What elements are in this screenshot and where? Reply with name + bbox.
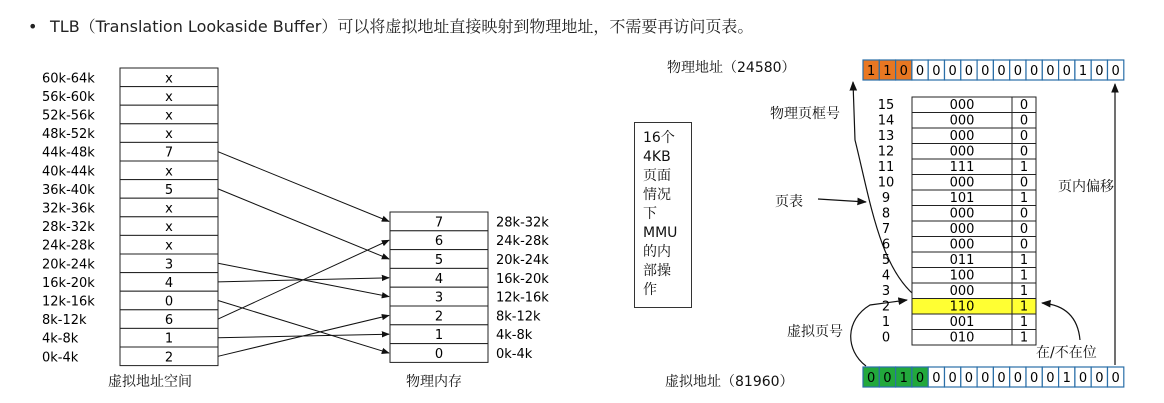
virtual-range-label: 36k-40k (42, 182, 95, 198)
virtual-page-value: 5 (164, 182, 174, 198)
virtual-page-value: 7 (164, 145, 174, 161)
physical-address-bit-value: 1 (1078, 64, 1088, 79)
page-table-index: 8 (881, 206, 891, 222)
virtual-address-bit-value: 0 (964, 371, 974, 386)
virtual-range-label: 0k-4k (42, 350, 79, 366)
physical-address-bit-value: 0 (981, 64, 990, 79)
page-table-frame-value: 111 (949, 160, 975, 175)
page-table-present-value: 0 (1019, 237, 1029, 253)
physical-range-label: 20k-24k (496, 253, 549, 268)
physical-range-label: 12k-16k (496, 290, 549, 306)
virtual-page-arrow (851, 300, 907, 366)
virtual-range-label: 16k-20k (42, 275, 95, 291)
virtual-address-bit-value: 0 (997, 371, 1006, 386)
physical-frame-value: 1 (434, 328, 444, 344)
virtual-range-label: 20k-24k (42, 257, 95, 273)
virtual-address-bit-value: 0 (1078, 371, 1088, 386)
page-table-frame-value: 000 (949, 98, 975, 113)
physical-memory-caption: 物理内存 (406, 374, 462, 390)
page-table-index: 2 (881, 299, 891, 315)
page-table-index: 5 (881, 253, 891, 268)
page-table-frame-value: 000 (949, 144, 975, 160)
page-table-frame-value: 000 (949, 284, 975, 299)
virtual-address-bit-value: 0 (981, 371, 990, 386)
virtual-address-bit-value: 0 (932, 371, 941, 386)
page-table-index: 3 (881, 284, 891, 299)
physical-range-label: 24k-28k (496, 234, 549, 250)
physical-range-label: 16k-20k (496, 271, 549, 287)
virtual-space-caption: 虚拟地址空间 (108, 374, 192, 390)
page-table-index: 9 (881, 191, 891, 206)
page-table-label: 页表 (775, 194, 803, 210)
note-line: 16个 (643, 130, 675, 146)
note-line: 4KB (643, 149, 671, 165)
physical-address-bit-value: 0 (1062, 64, 1071, 79)
virtual-page-value: x (165, 201, 173, 217)
virtual-address-bit-value: 0 (1013, 371, 1022, 386)
virtual-range-label: 24k-28k (42, 238, 95, 254)
physical-address-bit-value: 0 (1030, 64, 1039, 79)
page-table-frame-value: 000 (949, 175, 975, 191)
physical-address-bit-value: 0 (1013, 64, 1022, 79)
virtual-page-value: x (165, 127, 173, 143)
physical-frame-value: 5 (434, 253, 444, 268)
virtual-address-bit-value: 0 (883, 371, 892, 386)
virtual-address-bit-value: 0 (1046, 371, 1055, 386)
virtual-range-label: 4k-8k (42, 331, 79, 347)
page-table-frame-value: 000 (949, 237, 975, 253)
physical-address-bit-value: 0 (997, 64, 1006, 79)
physical-address-bit-value: 0 (964, 64, 974, 79)
virtual-address-bit-value: 1 (1062, 371, 1071, 386)
page-table-index: 0 (881, 330, 891, 346)
virtual-range-label: 40k-44k (42, 164, 95, 180)
physical-frame-value: 6 (434, 234, 444, 250)
virtual-page-label: 虚拟页号 (787, 324, 843, 340)
page-table-index: 13 (877, 129, 895, 144)
physical-address-bit-value: 0 (1046, 64, 1055, 79)
note-line: 部操 (643, 263, 671, 279)
page-table-present-value: 1 (1019, 315, 1029, 330)
virtual-address-bit-value: 0 (1030, 371, 1039, 386)
page-table-index: 6 (881, 237, 891, 253)
note-line: 情况 (643, 187, 671, 203)
page-title: • TLB（Translation Lookaside Buffer）可以将虚拟地址直接映射到物理地址，不需要再访问页表。 (28, 17, 754, 36)
virtual-page-value: 4 (164, 275, 174, 291)
virtual-range-label: 12k-16k (42, 294, 95, 310)
note-line: 页面 (643, 168, 671, 184)
mapping-arrow (218, 315, 389, 356)
offset-label: 页内偏移 (1058, 179, 1114, 195)
page-table-present-value: 0 (1019, 222, 1029, 237)
virtual-range-label: 60k-64k (42, 71, 95, 87)
physical-frame-value: 0 (434, 347, 444, 362)
physical-range-label: 4k-8k (496, 328, 533, 344)
virtual-page-value: 1 (164, 331, 174, 347)
page-table-present-value: 1 (1019, 330, 1029, 346)
virtual-range-label: 56k-60k (42, 89, 95, 105)
page-table-frame-value: 000 (949, 113, 975, 129)
page-table-frame-value: 001 (949, 315, 975, 330)
page-table-frame-value: 110 (949, 299, 975, 315)
page-table-frame-value: 101 (949, 191, 975, 206)
physical-address-bit-value: 1 (883, 64, 892, 79)
page-table-present-value: 0 (1019, 175, 1029, 191)
mapping-arrow (218, 301, 389, 354)
page-table-index: 15 (877, 98, 895, 113)
page-table-frame-value: 010 (949, 330, 975, 346)
virtual-address-bit-value: 0 (948, 371, 957, 386)
page-table-present-value: 0 (1019, 129, 1029, 144)
virtual-range-label: 48k-52k (42, 127, 95, 143)
note-line: 作 (643, 282, 657, 298)
mapping-arrow (218, 152, 389, 222)
physical-range-label: 0k-4k (496, 347, 533, 362)
virtual-page-value: 6 (164, 313, 174, 329)
page-table-present-value: 0 (1019, 113, 1029, 129)
physical-address-label: 物理地址（24580） (667, 60, 796, 76)
virtual-page-value: 3 (164, 257, 174, 273)
virtual-page-value: 2 (164, 350, 174, 366)
physical-frame-value: 4 (434, 271, 444, 287)
present-bit-arrow (1042, 303, 1080, 340)
page-table-index: 7 (881, 222, 891, 237)
physical-frame-value: 3 (434, 290, 444, 306)
physical-address-bit-value: 1 (867, 64, 876, 79)
page-table-present-value: 1 (1019, 160, 1029, 175)
physical-frame-value: 7 (434, 215, 444, 231)
page-table-arrow (818, 199, 866, 202)
page-table-index: 1 (881, 315, 891, 330)
page-table-index: 4 (881, 268, 891, 284)
physical-frame-value: 2 (434, 309, 444, 325)
page-table-index: 14 (877, 113, 895, 129)
physical-range-label: 28k-32k (496, 215, 549, 231)
page-table-present-value: 1 (1019, 284, 1029, 299)
page-table-frame-value: 100 (949, 268, 975, 284)
page-table-frame-value: 000 (949, 129, 975, 144)
physical-address-bit-value: 0 (1095, 64, 1104, 79)
mapping-arrow (218, 240, 389, 319)
virtual-range-label: 28k-32k (42, 220, 95, 236)
page-table-present-value: 1 (1019, 191, 1029, 206)
virtual-range-label: 32k-36k (42, 201, 95, 217)
virtual-page-value: x (165, 164, 173, 180)
page-table-index: 12 (877, 144, 895, 160)
virtual-address-bit-value: 0 (1111, 371, 1120, 386)
virtual-range-label: 52k-56k (42, 108, 95, 124)
physical-address-bit-value: 0 (1111, 64, 1120, 79)
physical-address-bit-value: 0 (948, 64, 957, 79)
page-table-present-value: 0 (1019, 98, 1029, 113)
physical-address-bit-value: 0 (899, 64, 908, 79)
virtual-address-bit-value: 0 (1095, 371, 1104, 386)
virtual-address-bit-value: 1 (899, 371, 908, 386)
note-line: MMU (643, 225, 678, 241)
virtual-range-label: 8k-12k (42, 313, 87, 329)
note-line: 下 (643, 206, 657, 222)
virtual-page-value: x (165, 108, 173, 124)
present-bit-label: 在/不在位 (1036, 345, 1097, 361)
physical-range-label: 8k-12k (496, 309, 541, 325)
page-table-index: 11 (877, 160, 895, 175)
page-table-frame-value: 000 (949, 222, 975, 237)
virtual-page-value: 0 (164, 294, 174, 310)
virtual-address-bit-value: 0 (867, 371, 876, 386)
virtual-address-label: 虚拟地址（81960） (665, 374, 794, 390)
virtual-address-bit-value: 0 (915, 371, 925, 386)
page-table-present-value: 1 (1019, 299, 1029, 315)
mapping-arrow (218, 189, 389, 259)
virtual-page-value: x (165, 89, 173, 105)
page-table-frame-value: 011 (949, 253, 975, 268)
physical-address-bit-value: 0 (932, 64, 941, 79)
virtual-page-value: x (165, 220, 173, 236)
frame-number-label: 物理页框号 (770, 106, 840, 122)
page-table-present-value: 1 (1019, 268, 1029, 284)
virtual-page-value: x (165, 238, 173, 254)
page-table-present-value: 0 (1019, 206, 1029, 222)
note-line: 的内 (643, 244, 671, 260)
page-table-present-value: 1 (1019, 253, 1029, 268)
physical-address-bit-value: 0 (915, 64, 925, 79)
page-table-present-value: 0 (1019, 144, 1029, 160)
virtual-range-label: 44k-48k (42, 145, 95, 161)
virtual-page-value: x (165, 71, 173, 87)
page-table-index: 10 (877, 175, 895, 191)
page-table-frame-value: 000 (949, 206, 975, 222)
